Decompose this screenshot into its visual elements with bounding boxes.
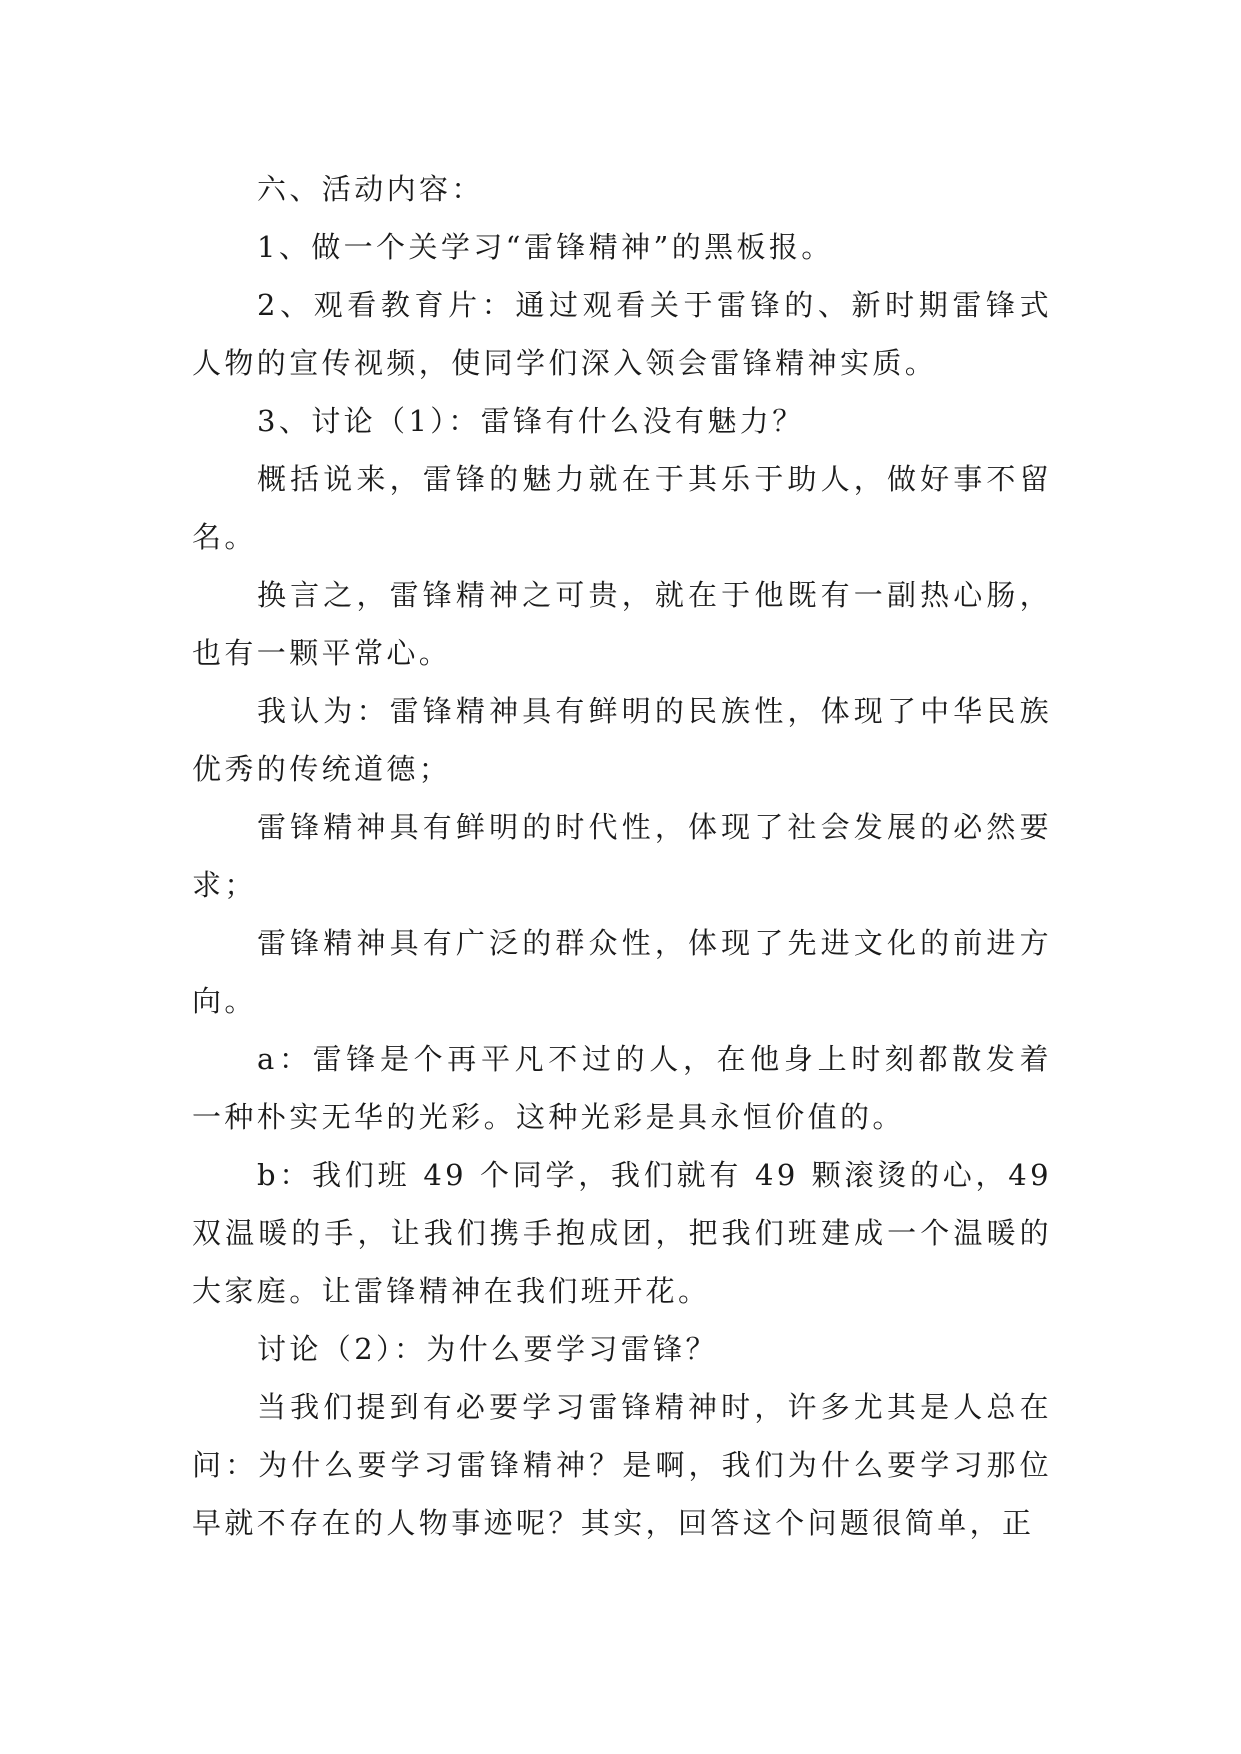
paragraph-discussion-2: 讨论（2）：为什么要学习雷锋？ (257, 1332, 718, 1366)
paragraph-item-2: 2、观看教育片：通过观看关于雷锋的、新时期雷锋式人物的宣传视频，使同学们深入领会雷锋精神实质。 (192, 288, 1052, 380)
paragraph-text: 换言之，雷锋精神之可贵，就在于他既有一副热心肠，也有一颗平常心。 (192, 578, 1052, 670)
paragraph-text: 当我们提到有必要学习雷锋精神时，许多尤其是人总在问：为什么要学习雷锋精神？是啊，我们为什么要学习那位早就不存在的人物事迹呢？其实，回答这个问题很简单，正 (192, 1390, 1052, 1540)
paragraph-discussion-1: 3、讨论（1）：雷锋有什么没有魅力？ (257, 404, 805, 438)
document-body (192, 160, 1052, 1552)
paragraph-point-a: a：雷锋是个再平凡不过的人，在他身上时刻都散发着一种朴实无华的光彩。这种光彩是具永恒价值的。 (192, 1042, 1052, 1134)
paragraph-text: 概括说来，雷锋的魅力就在于其乐于助人，做好事不留名。 (192, 462, 1052, 554)
paragraph-item-1: 1、做一个关学习“雷锋精神”的黑板报。 (257, 230, 834, 264)
paragraph-text: 我认为：雷锋精神具有鲜明的民族性，体现了中华民族优秀的传统道德； (192, 694, 1052, 786)
paragraph-point-b: b：我们班 49 个同学，我们就有 49 颗滚烫的心，49 双温暖的手，让我们携手抱成团，把我们班建成一个温暖的大家庭。让雷锋精神在我们班开花。 (192, 1158, 1052, 1308)
paragraph-text: 雷锋精神具有广泛的群众性，体现了先进文化的前进方向。 (192, 926, 1052, 1018)
paragraph-text: 雷锋精神具有鲜明的时代性，体现了社会发展的必然要求； (192, 810, 1052, 902)
paragraph-section-heading: 六、活动内容： (257, 172, 484, 206)
